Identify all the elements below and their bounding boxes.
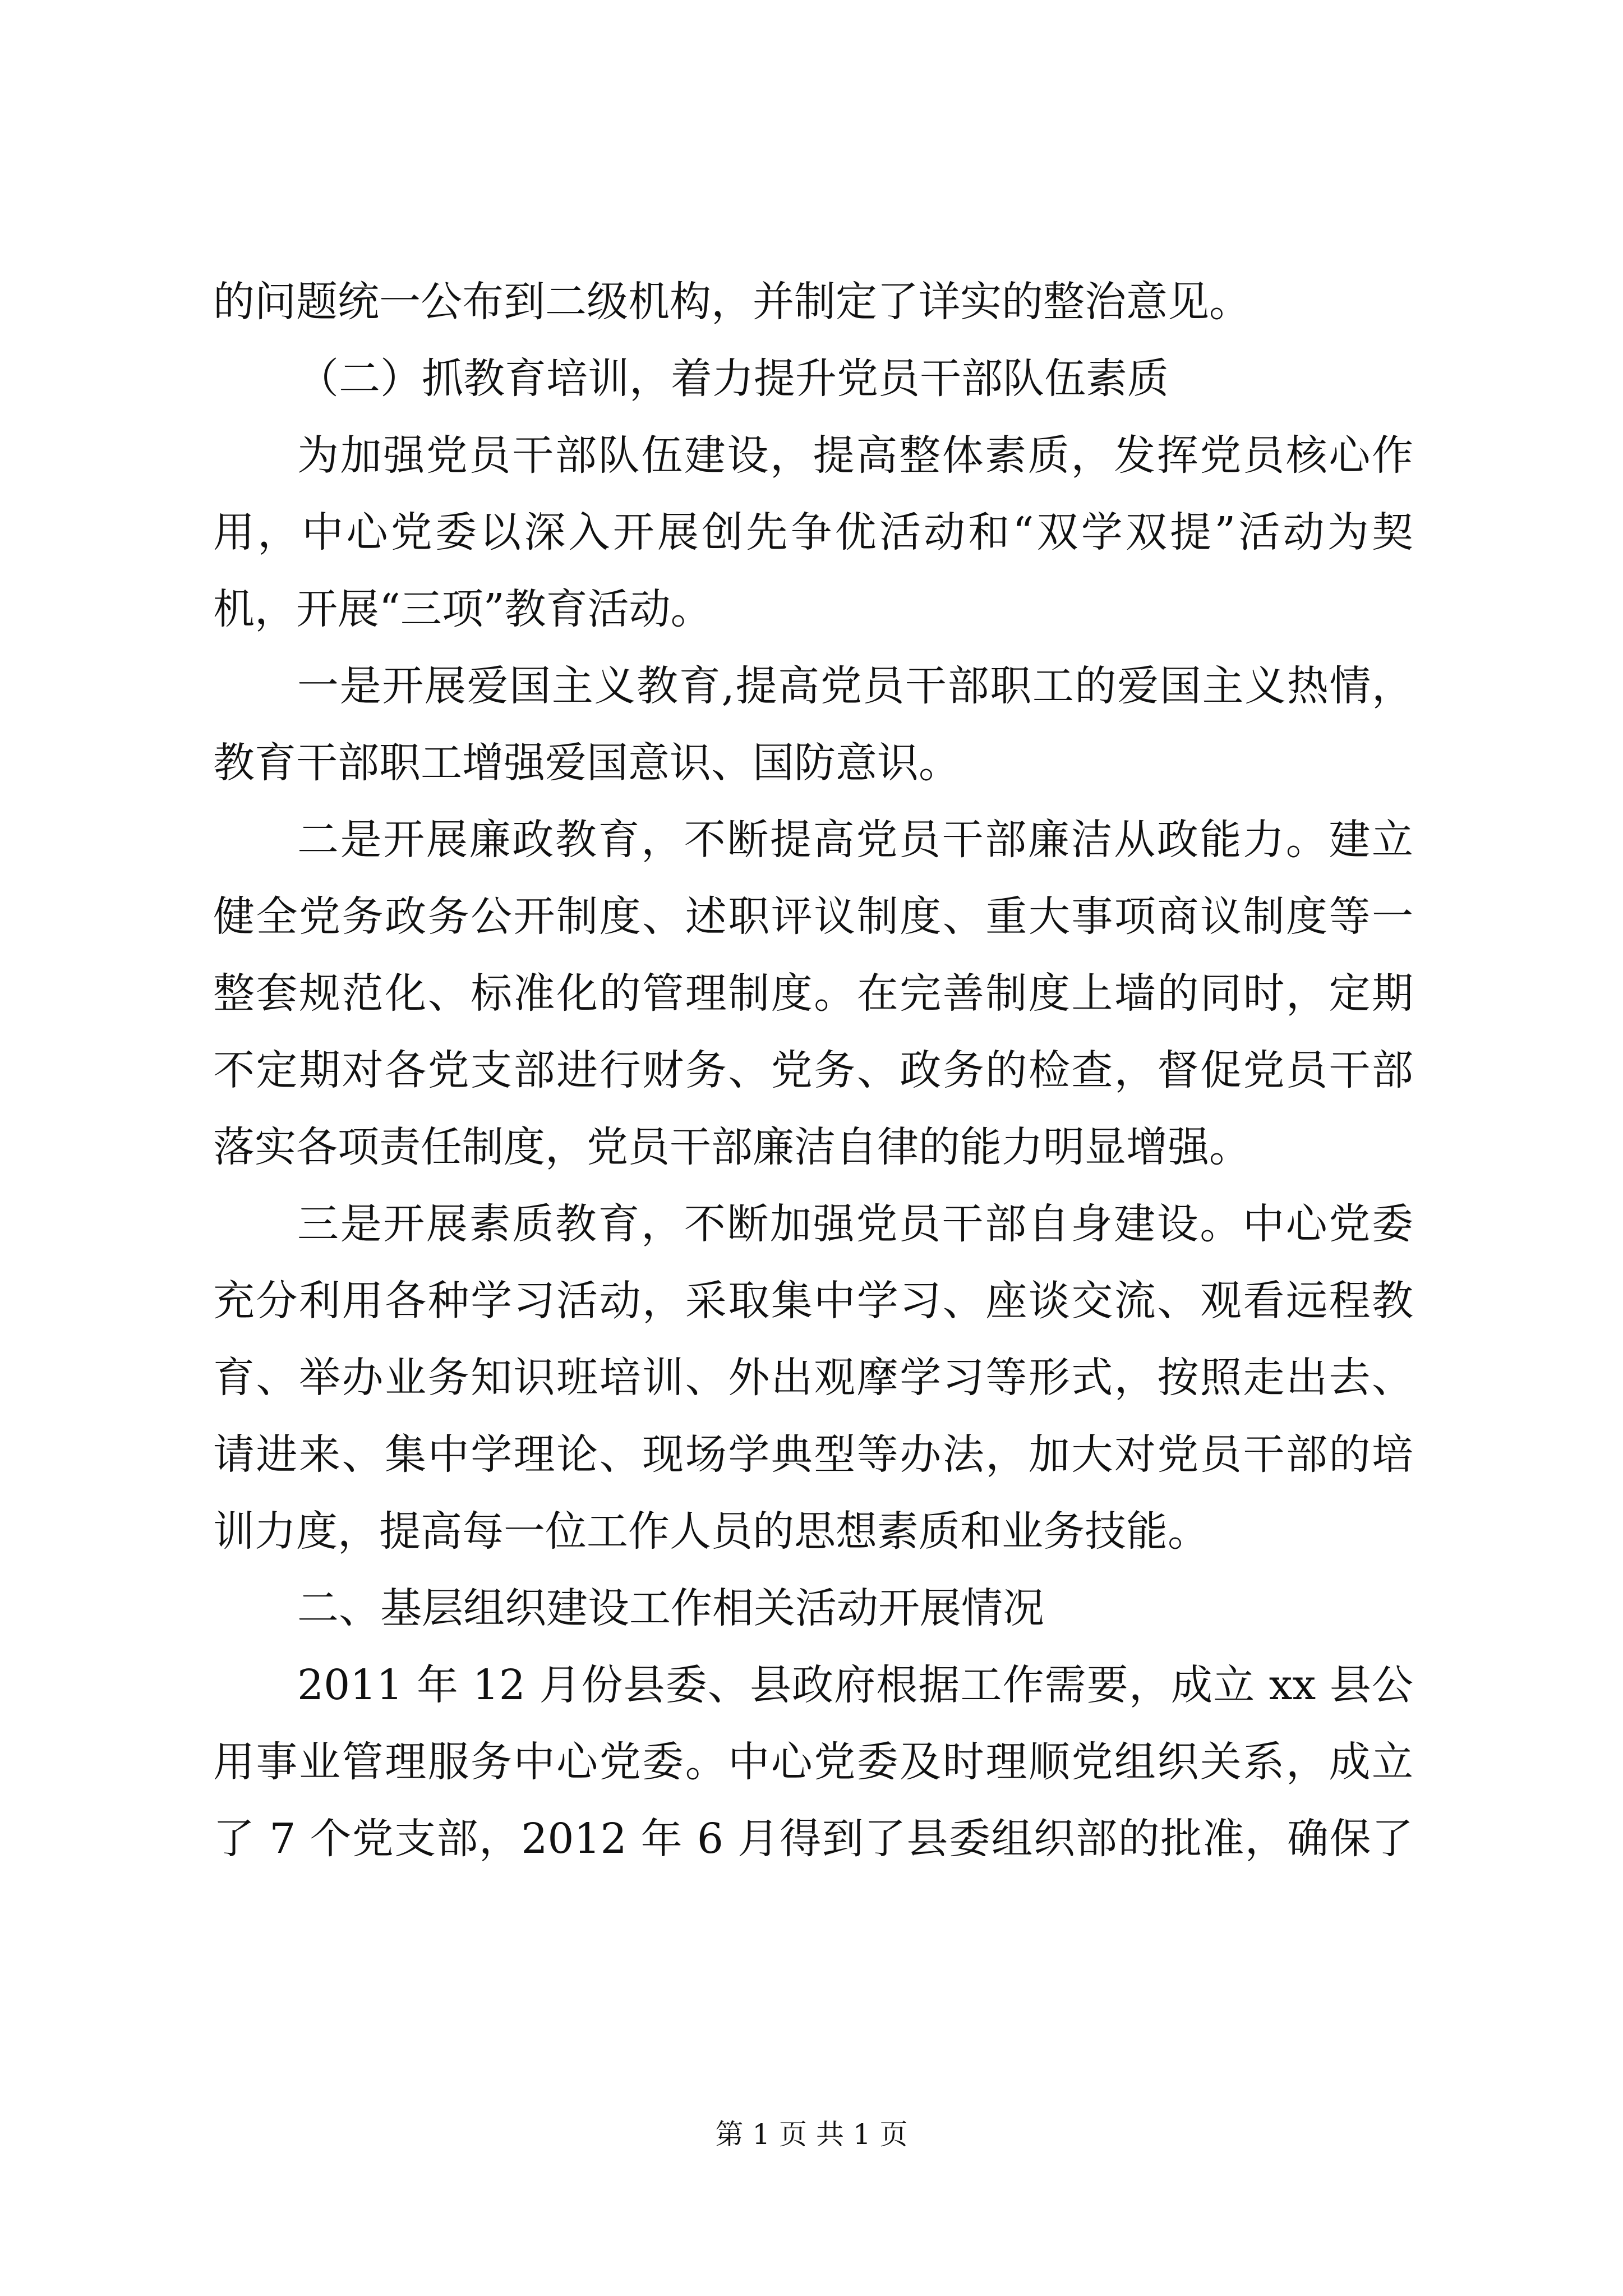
text-line: 了 7 个党支部，2012 年 6 月得到了县委组织部的批准，确保了 bbox=[213, 1815, 1413, 1863]
text-line: 健全党务政务公开制度、述职评议制度、重大事项商议制度等一 bbox=[213, 892, 1413, 941]
text-line: 为加强党员干部队伍建设，提高整体素质，发挥党员核心作 bbox=[297, 431, 1413, 480]
text-line: 落实各项责任制度，党员干部廉洁自律的能力明显增强。 bbox=[213, 1123, 1251, 1171]
text-line: 的问题统一公布到二级机构，并制定了详实的整治意见。 bbox=[213, 278, 1251, 326]
text-line: 机，开展“三项”教育活动。 bbox=[213, 585, 712, 633]
text-line: 育、举办业务知识班培训、外出观摩学习等形式，按照走出去、 bbox=[213, 1354, 1413, 1402]
text-line: 不定期对各党支部进行财务、党务、政务的检查，督促党员干部 bbox=[213, 1046, 1413, 1094]
text-line: 请进来、集中学理论、现场学典型等办法，加大对党员干部的培 bbox=[213, 1430, 1413, 1479]
text-line: 充分利用各种学习活动，采取集中学习、座谈交流、观看远程教 bbox=[213, 1277, 1413, 1325]
text-line: 一是开展爱国主义教育,提高党员干部职工的爱国主义热情， bbox=[297, 662, 1413, 710]
text-line: 三是开展素质教育，不断加强党员干部自身建设。中心党委 bbox=[297, 1200, 1413, 1248]
text-line: 整套规范化、标准化的管理制度。在完善制度上墙的同时，定期 bbox=[213, 969, 1413, 1018]
text-line: 训力度，提高每一位工作人员的思想素质和业务技能。 bbox=[213, 1507, 1209, 1556]
text-line: 用事业管理服务中心党委。中心党委及时理顺党组织关系，成立 bbox=[213, 1738, 1413, 1786]
text-line: 二是开展廉政教育，不断提高党员干部廉洁从政能力。建立 bbox=[297, 816, 1413, 864]
text-line: 教育干部职工增强爱国意识、国防意识。 bbox=[213, 739, 960, 787]
text-line: 2011 年 12 月份县委、县政府根据工作需要，成立 xx 县公 bbox=[297, 1661, 1413, 1709]
section-heading: 二、基层组织建设工作相关活动开展情况 bbox=[297, 1584, 1044, 1632]
document-body bbox=[213, 264, 1413, 1878]
section-heading: （二）抓教育培训，着力提升党员干部队伍素质 bbox=[297, 355, 1169, 403]
page-footer: 第 1 页 共 1 页 bbox=[715, 2118, 908, 2151]
text-line: 用，中心党委以深入开展创先争优活动和“双学双提”活动为契 bbox=[213, 508, 1413, 556]
